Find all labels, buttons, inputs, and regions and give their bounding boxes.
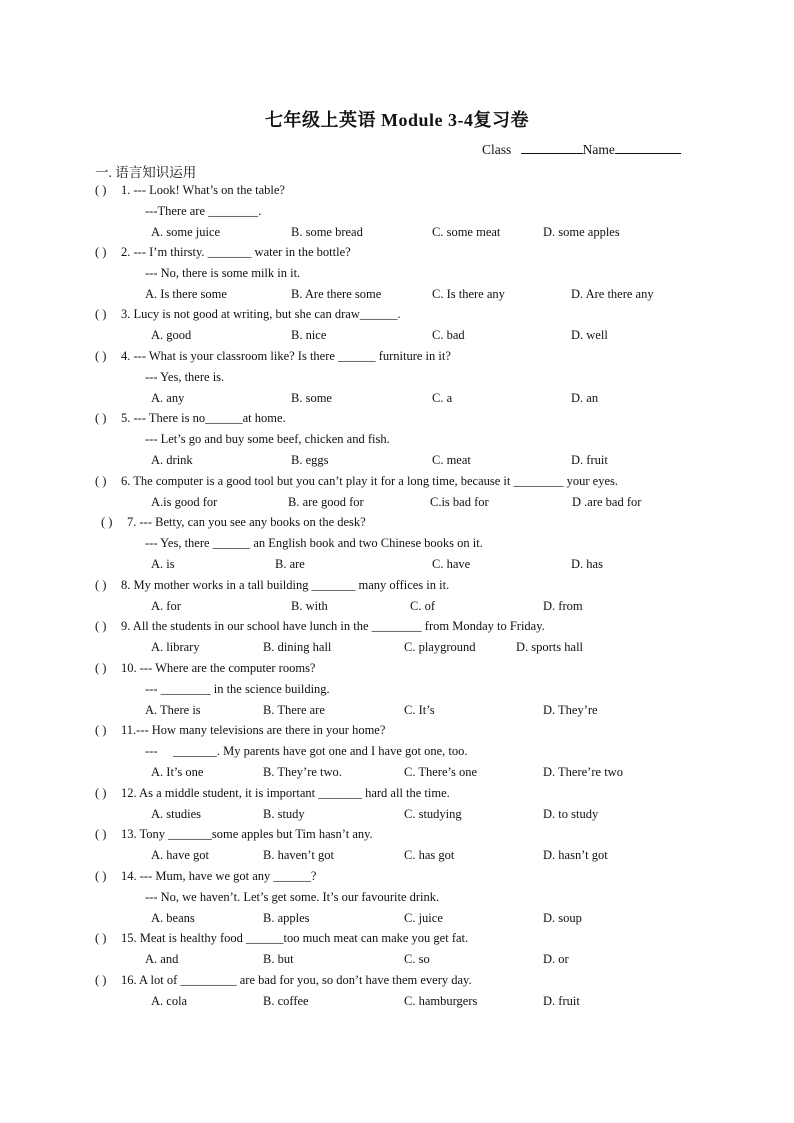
question-stem: 1. --- Look! What’s on the table? bbox=[121, 183, 285, 197]
option-a[interactable]: A. any bbox=[151, 391, 185, 405]
question-stem: 13. Tony _______some apples but Tim hasn’t any. bbox=[121, 827, 373, 841]
question-stem: 7. --- Betty, can you see any books on the desk? bbox=[127, 515, 366, 529]
answer-paren[interactable]: ( ) bbox=[95, 723, 107, 737]
question-item bbox=[95, 970, 735, 1012]
option-b[interactable]: B. Are there some bbox=[291, 287, 382, 301]
question-item bbox=[95, 783, 735, 825]
answer-paren[interactable]: ( ) bbox=[95, 786, 107, 800]
option-a[interactable]: A. There is bbox=[145, 703, 201, 717]
question-cont: --- No, there is some milk in it. bbox=[145, 266, 301, 280]
question-cont: --- Yes, there is. bbox=[145, 370, 225, 384]
option-a[interactable]: A. beans bbox=[151, 911, 195, 925]
page-title: 七年级上英语 Module 3-4复习卷 bbox=[265, 110, 529, 130]
question-stem: 3. Lucy is not good at writing, but she can draw______. bbox=[121, 307, 401, 321]
option-c[interactable]: C. studying bbox=[404, 807, 462, 821]
question-cont: --- No, we haven’t. Let’s get some. It’s our favourite drink. bbox=[145, 890, 440, 904]
option-c[interactable]: C. There’s one bbox=[404, 765, 478, 779]
answer-paren[interactable]: ( ) bbox=[95, 245, 107, 259]
question-stem: 16. A lot of _________ are bad for you, so don’t have them every day. bbox=[121, 973, 472, 987]
option-b[interactable]: B. They’re two. bbox=[263, 765, 342, 779]
question-stem: 9. All the students in our school have lunch in the ________ from Monday to Friday. bbox=[121, 619, 545, 633]
option-b[interactable]: B. are good for bbox=[288, 495, 364, 509]
option-a[interactable]: A. drink bbox=[151, 453, 193, 467]
name-label: Name bbox=[582, 142, 615, 157]
option-b[interactable]: B. dining hall bbox=[263, 640, 332, 654]
answer-paren[interactable]: ( ) bbox=[95, 349, 107, 363]
question-item bbox=[95, 471, 735, 513]
option-d[interactable]: D. There’re two bbox=[543, 765, 623, 779]
option-d[interactable]: D. from bbox=[543, 599, 583, 613]
question-item bbox=[95, 180, 735, 243]
question-item bbox=[95, 575, 735, 617]
answer-paren[interactable]: ( ) bbox=[95, 411, 107, 425]
question-stem: 14. --- Mum, have we got any ______? bbox=[121, 869, 317, 883]
option-a[interactable]: A. It’s one bbox=[151, 765, 204, 779]
option-d[interactable]: D. fruit bbox=[543, 994, 580, 1008]
question-stem: 12. As a middle student, it is important _______ hard all the time. bbox=[121, 786, 450, 800]
question-stem: 2. --- I’m thirsty. _______ water in the bottle? bbox=[121, 245, 351, 259]
option-c[interactable]: C. bad bbox=[432, 328, 465, 342]
option-b[interactable]: B. apples bbox=[263, 911, 310, 925]
option-d[interactable]: D. hasn’t got bbox=[543, 848, 608, 862]
option-b[interactable]: B. but bbox=[263, 952, 294, 966]
question-item bbox=[95, 866, 735, 929]
class-blank[interactable] bbox=[521, 141, 583, 154]
option-a[interactable]: A. for bbox=[151, 599, 181, 613]
question-item bbox=[95, 408, 735, 471]
option-a[interactable]: A.is good for bbox=[151, 495, 218, 509]
answer-paren[interactable]: ( ) bbox=[95, 827, 107, 841]
question-item bbox=[95, 720, 735, 783]
question-cont: --- _______. My parents have got one and I have got one, too. bbox=[145, 744, 468, 758]
question-cont: ---There are ________. bbox=[145, 204, 262, 218]
option-c[interactable]: C. Is there any bbox=[432, 287, 505, 301]
option-b[interactable]: B. eggs bbox=[291, 453, 329, 467]
answer-paren[interactable]: ( ) bbox=[95, 661, 107, 675]
option-c[interactable]: C. a bbox=[432, 391, 453, 405]
question-stem: 8. My mother works in a tall building _______ many offices in it. bbox=[121, 578, 450, 592]
option-b[interactable]: B. nice bbox=[291, 328, 327, 342]
question-cont: --- Let’s go and buy some beef, chicken and fish. bbox=[145, 432, 390, 446]
answer-paren[interactable]: ( ) bbox=[95, 578, 107, 592]
question-stem: 15. Meat is healthy food ______too much meat can make you get fat. bbox=[121, 931, 469, 945]
option-c[interactable]: C. have bbox=[432, 557, 471, 571]
question-item bbox=[95, 658, 735, 721]
option-b[interactable]: B. with bbox=[291, 599, 328, 613]
option-d[interactable]: D. Are there any bbox=[571, 287, 654, 301]
question-cont: --- ________ in the science building. bbox=[145, 682, 330, 696]
question-item bbox=[95, 616, 735, 658]
option-a[interactable]: A. library bbox=[151, 640, 200, 654]
option-c[interactable]: C.is bad for bbox=[430, 495, 489, 509]
option-b[interactable]: B. study bbox=[263, 807, 305, 821]
option-d[interactable]: D. to study bbox=[543, 807, 599, 821]
question-stem: 10. --- Where are the computer rooms? bbox=[121, 661, 316, 675]
option-c[interactable]: C. so bbox=[404, 952, 430, 966]
answer-paren[interactable]: ( ) bbox=[101, 515, 113, 529]
option-c[interactable]: C. meat bbox=[432, 453, 471, 467]
option-c[interactable]: C. some meat bbox=[432, 225, 501, 239]
option-a[interactable]: A. have got bbox=[151, 848, 209, 862]
answer-paren[interactable]: ( ) bbox=[95, 619, 107, 633]
option-a[interactable]: A. is bbox=[151, 557, 175, 571]
question-item bbox=[95, 242, 735, 305]
class-name-line bbox=[482, 141, 681, 158]
option-c[interactable]: C. It’s bbox=[404, 703, 435, 717]
option-a[interactable]: A. good bbox=[151, 328, 192, 342]
question-stem: 11.--- How many televisions are there in your home? bbox=[121, 723, 386, 737]
option-a[interactable]: A. some juice bbox=[151, 225, 221, 239]
option-b[interactable]: B. some bread bbox=[291, 225, 363, 239]
question-stem: 5. --- There is no______at home. bbox=[121, 411, 286, 425]
answer-paren[interactable]: ( ) bbox=[95, 869, 107, 883]
option-a[interactable]: A. cola bbox=[151, 994, 188, 1008]
question-cont: --- Yes, there ______ an English book and two Chinese books on it. bbox=[145, 536, 483, 550]
option-c[interactable]: C. hamburgers bbox=[404, 994, 478, 1008]
option-c[interactable]: C. playground bbox=[404, 640, 476, 654]
question-item bbox=[101, 512, 741, 575]
question-stem: 4. --- What is your classroom like? Is there ______ furniture in it? bbox=[121, 349, 451, 363]
answer-paren[interactable]: ( ) bbox=[95, 183, 107, 197]
option-b[interactable]: B. some bbox=[291, 391, 332, 405]
question-item bbox=[95, 304, 735, 346]
question-item bbox=[95, 824, 735, 866]
option-d[interactable]: D. an bbox=[571, 391, 599, 405]
answer-paren[interactable]: ( ) bbox=[95, 307, 107, 321]
option-d[interactable]: D. fruit bbox=[571, 453, 608, 467]
option-d[interactable]: D. some apples bbox=[543, 225, 620, 239]
class-label: Class bbox=[482, 142, 512, 157]
option-c[interactable]: C. of bbox=[410, 599, 435, 613]
option-a[interactable]: A. studies bbox=[151, 807, 201, 821]
option-d[interactable]: D. sports hall bbox=[516, 640, 584, 654]
question-stem: 6. The computer is a good tool but you can’t play it for a long time, because it ________ your eyes. bbox=[121, 474, 619, 488]
answer-paren[interactable]: ( ) bbox=[95, 973, 107, 987]
option-b[interactable]: B. haven’t got bbox=[263, 848, 334, 862]
option-d[interactable]: D. soup bbox=[543, 911, 582, 925]
option-b[interactable]: B. There are bbox=[263, 703, 325, 717]
question-item bbox=[95, 928, 735, 970]
answer-paren[interactable]: ( ) bbox=[95, 931, 107, 945]
option-b[interactable]: B. coffee bbox=[263, 994, 309, 1008]
section-heading: 一. 语言知识运用 bbox=[95, 165, 197, 180]
question-item bbox=[95, 346, 735, 409]
option-a[interactable]: A. Is there some bbox=[145, 287, 227, 301]
option-d[interactable]: D. well bbox=[571, 328, 608, 342]
answer-paren[interactable]: ( ) bbox=[95, 474, 107, 488]
option-d[interactable]: D. or bbox=[543, 952, 569, 966]
option-c[interactable]: C. has got bbox=[404, 848, 455, 862]
name-blank[interactable] bbox=[615, 141, 681, 154]
option-b[interactable]: B. are bbox=[275, 557, 305, 571]
option-d[interactable]: D. has bbox=[571, 557, 603, 571]
option-a[interactable]: A. and bbox=[145, 952, 179, 966]
option-d[interactable]: D .are bad for bbox=[572, 495, 642, 509]
option-d[interactable]: D. They’re bbox=[543, 703, 598, 717]
option-c[interactable]: C. juice bbox=[404, 911, 443, 925]
